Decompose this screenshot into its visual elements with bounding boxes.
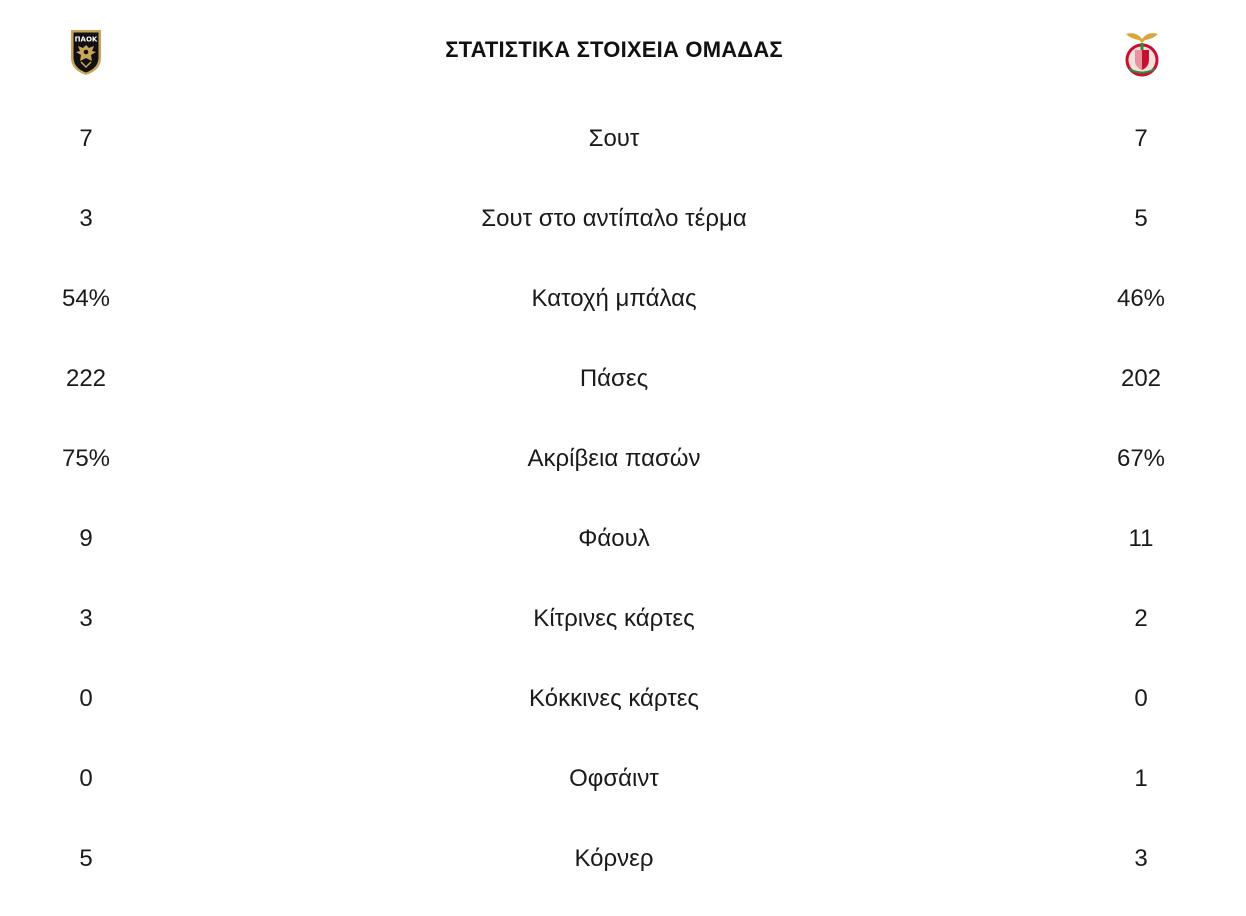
- stats-table: [0, 98, 1246, 898]
- away-value: 67%: [1116, 445, 1166, 472]
- home-value: 9: [79, 525, 93, 552]
- page-title: ΣΤΑΤΙΣΤΙΚΑ ΣΤΟΙΧΕΙΑ ΟΜΑΔΑΣ: [445, 37, 783, 62]
- stat-label: Ακρίβεια πασών: [527, 445, 701, 472]
- stat-label: Σουτ στο αντίπαλο τέρμα: [481, 205, 747, 232]
- stat-label: Κόρνερ: [574, 845, 654, 872]
- home-value: 54%: [61, 285, 111, 312]
- stat-label: Κατοχή μπάλας: [531, 285, 697, 312]
- stat-label: Κόκκινες κάρτες: [529, 685, 699, 712]
- stat-row-corners: [0, 818, 1246, 898]
- stat-label: Σουτ: [588, 125, 640, 152]
- stat-row-fouls: [0, 498, 1246, 578]
- stat-label: Κίτρινες κάρτες: [533, 605, 695, 632]
- stat-row-shots: [0, 98, 1246, 178]
- home-value: 7: [79, 125, 93, 152]
- home-value: 222: [65, 365, 107, 392]
- away-value: 11: [1128, 525, 1154, 552]
- stat-row-yellow-cards: [0, 578, 1246, 658]
- home-value: 3: [79, 205, 93, 232]
- stat-row-passes: [0, 338, 1246, 418]
- home-value: 3: [79, 605, 93, 632]
- home-value: 0: [79, 685, 93, 712]
- home-logo-text: ΠΑΟΚ: [74, 35, 98, 44]
- stats-header: [0, 0, 1246, 100]
- away-value: 2: [1134, 605, 1148, 632]
- away-value: 46%: [1116, 285, 1166, 312]
- away-value: 1: [1134, 765, 1148, 792]
- stat-row-shots-on-target: [0, 178, 1246, 258]
- stat-row-red-cards: [0, 658, 1246, 738]
- home-value: 75%: [61, 445, 111, 472]
- stat-row-pass-accuracy: [0, 418, 1246, 498]
- stat-row-possession: [0, 258, 1246, 338]
- stat-label: Πάσες: [579, 365, 649, 392]
- stat-label: Οφσάιντ: [569, 765, 659, 792]
- away-value: 202: [1120, 365, 1162, 392]
- stat-label: Φάουλ: [578, 525, 650, 552]
- away-value: 0: [1134, 685, 1148, 712]
- away-value: 5: [1134, 205, 1148, 232]
- stat-row-offsides: [0, 738, 1246, 818]
- away-value: 3: [1134, 845, 1148, 872]
- away-value: 7: [1134, 125, 1148, 152]
- benfica-crest-icon: [1116, 28, 1168, 78]
- home-value: 5: [79, 845, 93, 872]
- home-value: 0: [79, 765, 93, 792]
